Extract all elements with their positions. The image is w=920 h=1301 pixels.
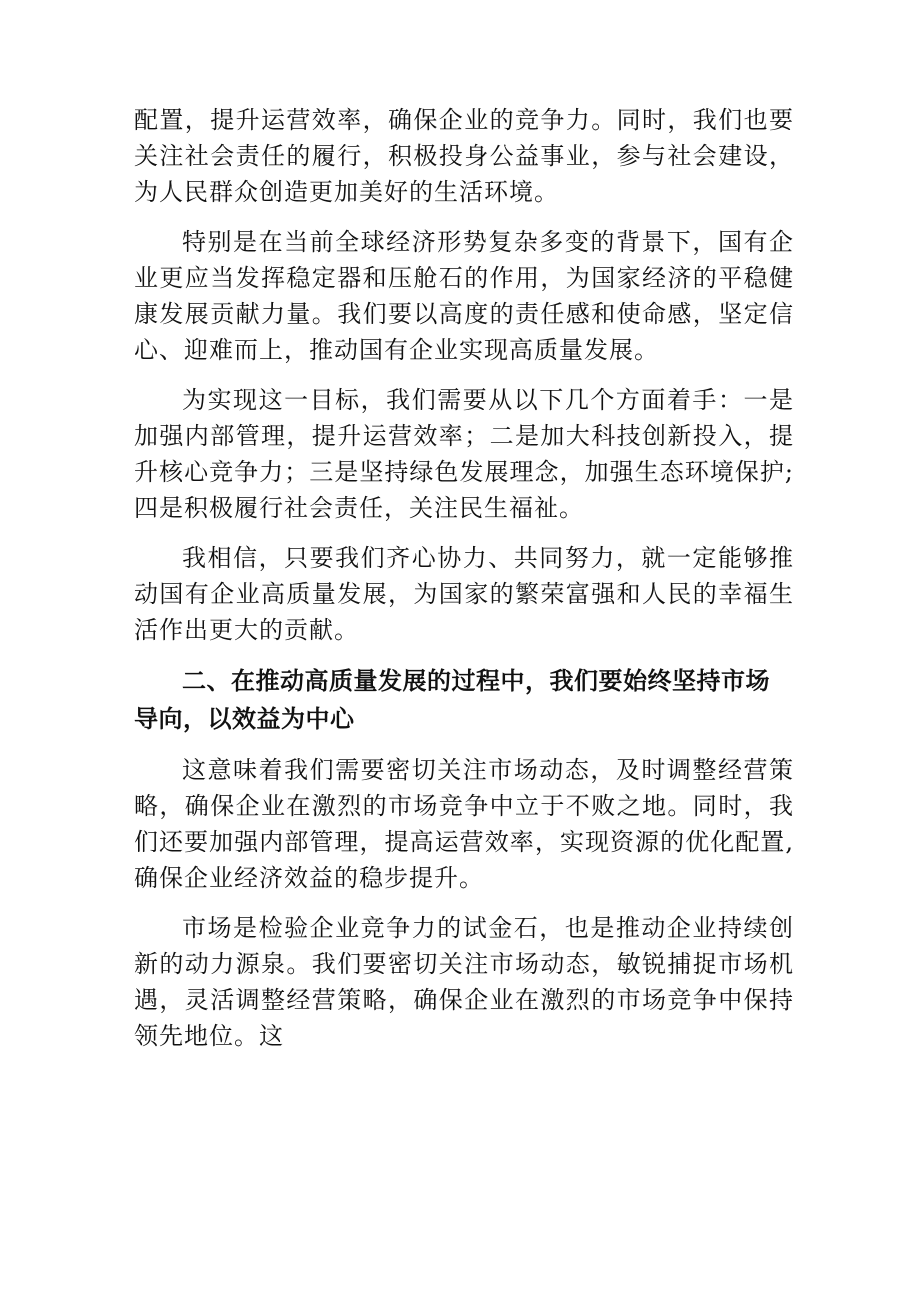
paragraph-goal-measures: 为实现这一目标，我们需要从以下几个方面着手：一是加强内部管理，提升运营效率；二是加大科技创新投入，提升核心竞争力；三是坚持绿色发展理念，加强生态环境保护;四是积极履行社会责任，关注民生福祉。 (134, 386, 794, 522)
paragraph-market-touchstone: 市场是检验企业竞争力的试金石，也是推动企业持续创新的动力源泉。我们要密切关注市场动态，敏锐捕捉市场机遇，灵活调整经营策略，确保企业在激烈的市场竞争中保持领先地位。这 (134, 914, 794, 1050)
document-body (134, 102, 794, 1068)
paragraph-belief: 我相信，只要我们齐心协力、共同努力，就一定能够推动国有企业高质量发展，为国家的繁荣富强和人民的幸福生活作出更大的贡献。 (134, 544, 794, 644)
paragraph-economic-background: 特别是在当前全球经济形势复杂多变的背景下，国有企业更应当发挥稳定器和压舱石的作用，为国家经济的平稳健康发展贡献力量。我们要以高度的责任感和使命感，坚定信心、迎难而上，推动国有企业实现高质量发展。 (134, 228, 794, 364)
paragraph-market-dynamics: 这意味着我们需要密切关注市场动态，及时调整经营策略，确保企业在激烈的市场竞争中立于不败之地。同时，我们还要加强内部管理，提高运营效率，实现资源的优化配置,确保企业经济效益的稳步提升。 (134, 756, 794, 892)
paragraph-continuation: 配置，提升运营效率，确保企业的竞争力。同时，我们也要关注社会责任的履行，积极投身公益事业，参与社会建设，为人民群众创造更加美好的生活环境。 (134, 106, 794, 206)
section-heading: 二、在推动高质量发展的过程中，我们要始终坚持市场导向，以效益为中心 (134, 667, 770, 733)
